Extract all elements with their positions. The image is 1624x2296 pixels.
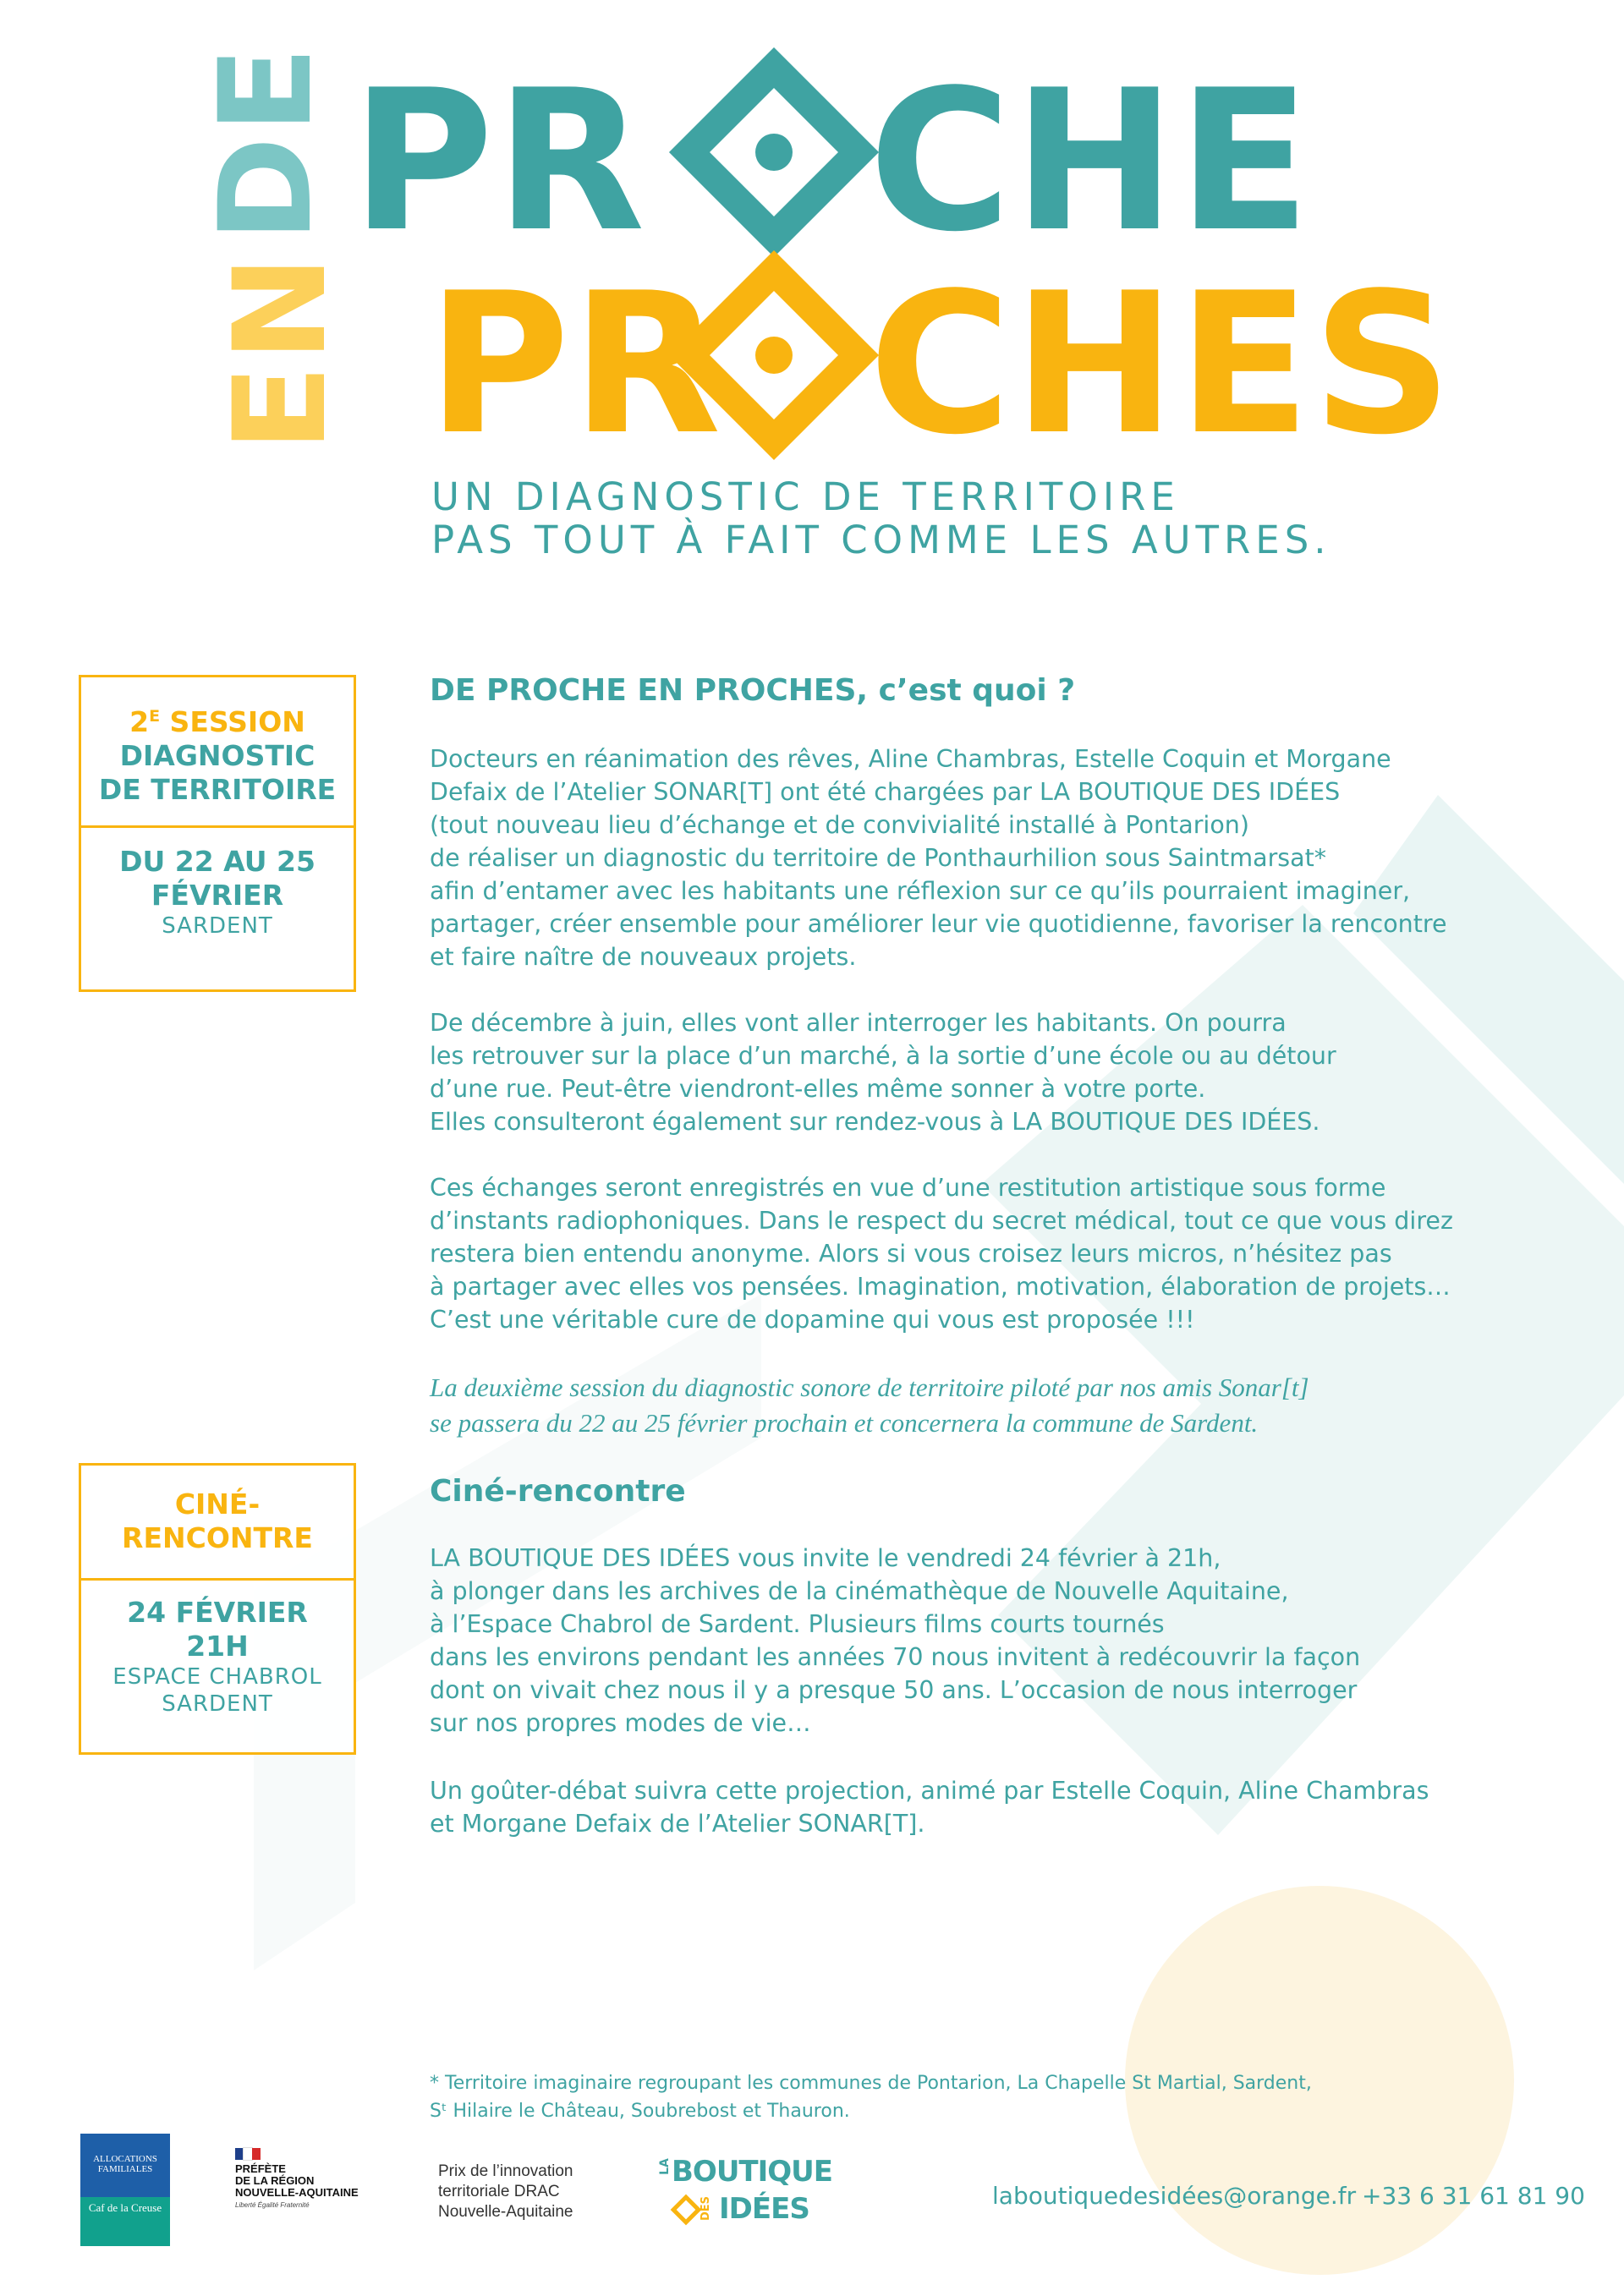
- section1-paragraph-1: Docteurs en réanimation des rêves, Aline Chambras, Estelle Coquin et Morgane Defaix de l’Atelier SONAR[T] ont été chargées par LA BOUTIQUE DES IDÉES (tout nouveau lieu d’échange et de convivialité installé à Pontarion) de réaliser un diagnostic du territoire de Ponthaurhilion sous Saintmarsat* afin d’entamer avec les habitants une réflexion sur ce qu’ils pourraient imaginer, partager, créer ensemble pour améliorer leur vie quotidienne, favoriser la rencontre et faire naître de nouveaux projets.: [430, 745, 1447, 971]
- session-month: FÉVRIER: [151, 879, 284, 912]
- session-number-sup: E: [149, 707, 161, 726]
- footnote: * Territoire imaginaire regroupant les communes de Pontarion, La Chapelle St Martial, Sardent, Sᵗ Hilaire le Château, Soubrebost et Thauron.: [430, 2073, 1312, 2122]
- section1-paragraph-3: Ces échanges seront enregistrés en vue d’une restitution artistique sous forme d’instants radiophoniques. Dans le respect du secret médical, tout ce que vous direz restera bien entendu anonyme. Alors si vous croisez leurs micros, n’hésitez pas à partager avec elles vos pensées. Imagination, motivation, élaboration de projets… C’est une véritable cure de dopamine qui vous est proposée !!!: [430, 1174, 1453, 1334]
- title-proche-text: [351, 59, 1265, 255]
- title-side-de: DE: [193, 43, 340, 242]
- boutique-des-idees-logo: [656, 2155, 833, 2231]
- section1-paragraph-2: De décembre à juin, elles vont aller interroger les habitants. On pourra les retrouver sur la place d’un marché, à la sortie d’une école ou au détour d’une rue. Peut-être viendront-elles même sonner à votre porte. Elles consulteront également sur rendez-vous à LA BOUTIQUE DES IDÉES.: [430, 1009, 1336, 1136]
- cine-place-1: ESPACE CHABROL: [112, 1664, 322, 1690]
- prefet-motto: Liberté Égalité Fraternité: [235, 2201, 310, 2209]
- svg-text:CHES: CHES: [869, 252, 1455, 478]
- session-line-diagnostic: DIAGNOSTIC: [119, 739, 315, 772]
- session-line-territoire: DE TERRITOIRE: [98, 773, 337, 806]
- session-info-box: [79, 675, 356, 992]
- subtitle-line-1: UN DIAGNOSTIC DE TERRITOIRE: [431, 474, 1180, 519]
- bdi-des: DES: [700, 2195, 713, 2222]
- session-title: [81, 699, 354, 739]
- contact-phone[interactable]: +33 6 31 61 81 90: [1362, 2182, 1585, 2210]
- bdi-la: LA: [657, 2158, 672, 2175]
- subtitle-line-2: PAS TOUT À FAIT COMME LES AUTRES.: [431, 518, 1331, 562]
- session-place: SARDENT: [162, 913, 273, 939]
- title-proche: [351, 49, 1313, 275]
- cine-head-line-1: CINÉ-: [174, 1488, 261, 1521]
- prix-innovation-text: Prix de l’innovation territoriale DRAC Nouvelle-Aquitaine: [438, 2162, 573, 2221]
- cine-info-box: [79, 1463, 356, 1755]
- bdi-boutique: BOUTIQUE: [672, 2155, 833, 2189]
- bdi-idees: IDÉES: [719, 2192, 809, 2226]
- french-flag-icon: [235, 2148, 261, 2160]
- session-dates: DU 22 AU 25: [119, 845, 315, 878]
- cine-date: 24 FÉVRIER: [127, 1596, 308, 1629]
- cine-head-line-2: RENCONTRE: [122, 1521, 313, 1554]
- section2-heading: Ciné-rencontre: [430, 1474, 686, 1509]
- section1-heading: DE PROCHE EN PROCHES, c’est quoi ?: [430, 673, 1076, 708]
- session-number: 2: [129, 705, 150, 738]
- session-box-header: [81, 677, 354, 828]
- caf-logo-bottom: Caf de la Creuse: [80, 2197, 170, 2246]
- cine-place-2: SARDENT: [162, 1691, 273, 1717]
- section1-italic-note: La deuxième session du diagnostic sonore de territoire piloté par nos amis Sonar[t] se passera du 22 au 25 février prochain et concernera la commune de Sardent.: [430, 1373, 1309, 1438]
- title-proches: [427, 252, 1455, 478]
- prefet-line-1: PRÉFÈTE: [235, 2162, 286, 2175]
- session-box-dates: [81, 828, 354, 940]
- title-side-en: EN: [207, 251, 354, 452]
- bdi-diamond-icon: [671, 2195, 702, 2226]
- cine-box-dates: [81, 1581, 354, 1718]
- section2-paragraph-1: LA BOUTIQUE DES IDÉES vous invite le vendredi 24 février à 21h, à plonger dans les archives de la cinémathèque de Nouvelle Aquitaine, à l’Espace Chabrol de Sardent. Plusieurs films courts tournés dans les environs pendant les années 70 nous invitent à redécouvrir la façon dont on vivait chez nous il y a presque 50 ans. L’occasion de nous interroger sur nos propres modes de vie…: [430, 1544, 1361, 1737]
- prefet-line-3: NOUVELLE-AQUITAINE: [235, 2186, 359, 2199]
- cine-box-header: [81, 1466, 354, 1581]
- contact-email[interactable]: laboutiquedesidées@orange.fr: [992, 2182, 1357, 2210]
- cine-time: 21H: [186, 1630, 249, 1663]
- section2-paragraph-2: Un goûter-débat suivra cette projection, animé par Estelle Coquin, Aline Chambras et Morgane Defaix de l’Atelier SONAR[T].: [430, 1777, 1429, 1838]
- session-label: SESSION: [160, 705, 305, 738]
- prefecture-logo: [235, 2148, 359, 2209]
- caf-logo: [80, 2134, 170, 2246]
- title-proches-text: [427, 262, 1484, 458]
- prefet-line-2: DE LA RÉGION: [235, 2174, 315, 2187]
- svg-text:PR: PR: [351, 49, 647, 275]
- caf-logo-top-text: ALLOCATIONS FAMILIALES: [93, 2154, 157, 2174]
- svg-text:CHE: CHE: [869, 49, 1313, 275]
- svg-text:PR: PR: [427, 252, 723, 478]
- caf-logo-top: [80, 2134, 170, 2195]
